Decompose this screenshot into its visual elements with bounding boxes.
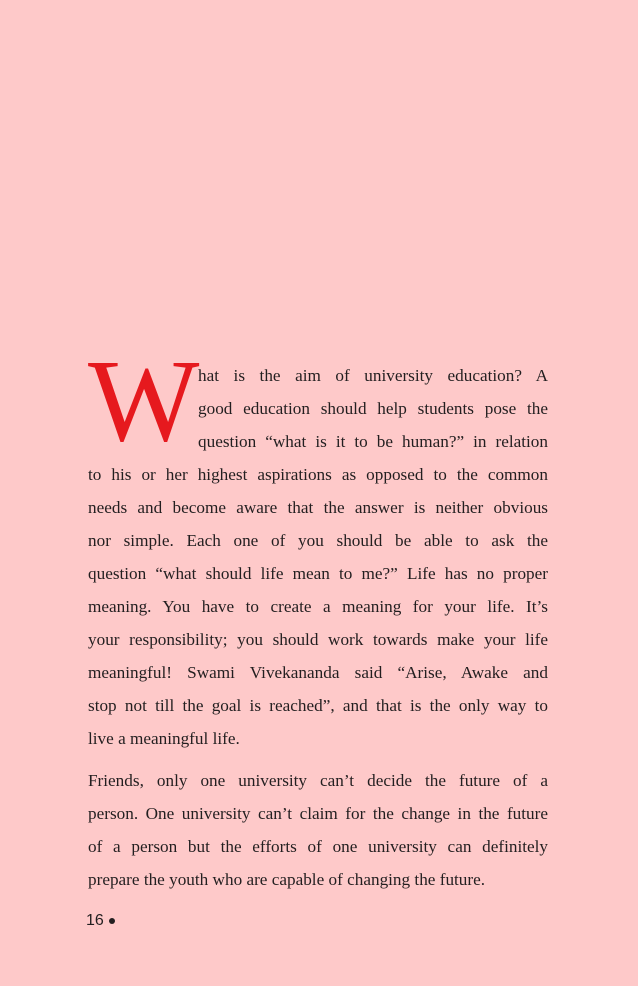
- paragraph-line: stop not till the goal is reached”, and that is the only way to: [88, 696, 548, 715]
- paragraph-line: to his or her highest aspirations as opposed to the common: [88, 465, 548, 484]
- paragraph-line: question “what should life mean to me?” Life has no proper: [88, 564, 548, 583]
- page-number-footer: [86, 912, 115, 930]
- paragraph-line: of a person but the efforts of one university can definitely: [88, 837, 548, 856]
- paragraph-line: live a meaningful life.: [88, 729, 240, 748]
- paragraph-line: person. One university can’t claim for the change in the future: [88, 804, 548, 823]
- paragraph-line: prepare the youth who are capable of changing the future.: [88, 870, 486, 889]
- paragraph-line: meaning. You have to create a meaning for your life. It’s: [88, 597, 548, 616]
- paragraph-line: hat is the aim of university education? A: [198, 366, 548, 385]
- page-number: 16: [86, 912, 104, 929]
- paragraph-line: meaningful! Swami Vivekananda said “Arise, Awake and: [88, 663, 548, 682]
- paragraph-line: question “what is it to be human?” in relation: [198, 432, 548, 451]
- paragraph-line: your responsibility; you should work towards make your life: [88, 630, 548, 649]
- drop-cap-letter: W: [88, 335, 200, 466]
- paragraph-line: nor simple. Each one of you should be able to ask the: [88, 531, 548, 550]
- paragraph-line: Friends, only one university can’t decide the future of a: [88, 771, 548, 790]
- bullet-dot-icon: [109, 918, 115, 924]
- paragraph-line: needs and become aware that the answer is neither obvious: [88, 498, 548, 517]
- paragraph-line: good education should help students pose the: [198, 399, 548, 418]
